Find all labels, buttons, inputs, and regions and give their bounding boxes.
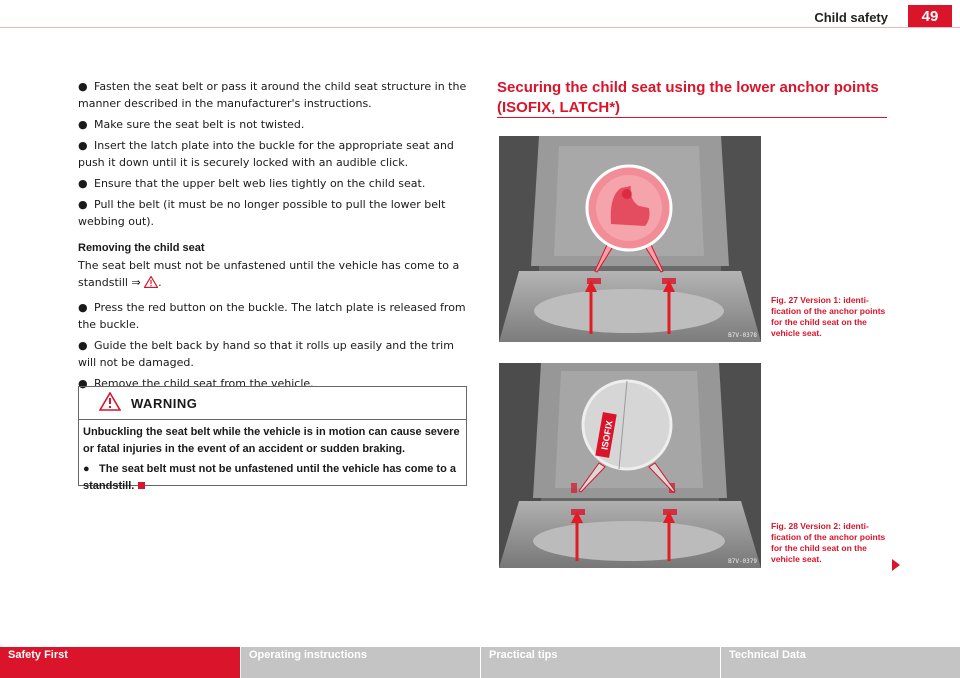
tab-technical-data[interactable]: Technical Data bbox=[720, 647, 960, 678]
page-number: 49 bbox=[908, 5, 952, 27]
subheading-removing-child-seat: Removing the child seat bbox=[78, 242, 205, 254]
figure-28-image bbox=[499, 363, 761, 568]
figure-28-caption: Fig. 28 Version 2: identi- fication of the anchor points for the child seat on the vehicle seat. bbox=[771, 521, 886, 564]
header-divider bbox=[0, 27, 960, 28]
list-item: ● Make sure the seat belt is not twisted. bbox=[78, 118, 305, 131]
seat-illustration bbox=[499, 363, 761, 568]
list-item: ● Remove the child seat from the vehicle. bbox=[78, 377, 314, 390]
list-item: ● Press the red button on the buckle. The latch plate is released from the buckle. bbox=[78, 301, 466, 331]
tab-safety-first[interactable]: Safety First bbox=[0, 647, 240, 678]
end-of-section-marker bbox=[138, 482, 145, 489]
section-title: Securing the child seat using the lower anchor points (ISOFIX, LATCH*) bbox=[497, 79, 879, 116]
warning-body bbox=[79, 420, 466, 495]
tab-operating-instructions[interactable]: Operating instructions bbox=[240, 647, 480, 678]
paragraph: The seat belt must not be unfastened until the vehicle has come to a standstill ⇒ . bbox=[78, 257, 470, 293]
section-divider bbox=[497, 117, 887, 118]
continue-arrow-icon[interactable] bbox=[892, 559, 900, 571]
list-item: ● Pull the belt (it must be no longer possible to pull the lower belt webbing out). bbox=[78, 198, 446, 228]
figure-code: B7V-0378 bbox=[728, 332, 757, 339]
list-item: ● Insert the latch plate into the buckle for the appropriate seat and push it down until it is securely locked with an audible click. bbox=[78, 139, 454, 169]
isofix-label: ISOFIX bbox=[599, 419, 615, 451]
left-column bbox=[78, 78, 470, 396]
page-header-title: Child safety bbox=[814, 10, 888, 25]
figure-27-image bbox=[499, 136, 761, 342]
footer-nav bbox=[0, 647, 960, 678]
warning-header bbox=[79, 387, 466, 420]
list-item: ● Fasten the seat belt or pass it around the child seat structure in the manner described in the manufacturer's instructions. bbox=[78, 80, 467, 110]
list-item: ● Guide the belt back by hand so that it rolls up easily and the trim will not be damaged. bbox=[78, 339, 454, 369]
warning-box bbox=[78, 386, 467, 492]
seat-illustration bbox=[499, 136, 761, 342]
cross-reference-arrow[interactable]: ⇒ bbox=[131, 276, 141, 289]
tab-practical-tips[interactable]: Practical tips bbox=[480, 647, 720, 678]
warning-title: WARNING bbox=[131, 395, 198, 411]
warning-text: Unbuckling the seat belt while the vehicle is in motion can cause severe or fatal injuries in the event of an accident or sudden braking. bbox=[83, 426, 460, 455]
list-item: ● Ensure that the upper belt web lies tightly on the child seat. bbox=[78, 177, 426, 190]
warning-triangle-icon bbox=[99, 392, 121, 415]
figure-27-caption: Fig. 27 Version 1: identi- fication of the anchor points for the child seat on the vehicle seat. bbox=[771, 295, 886, 338]
figure-code: B7V-0379 bbox=[728, 558, 757, 565]
warning-bullet: ● The seat belt must not be unfastened until the vehicle has come to a standstill. bbox=[83, 463, 456, 492]
warning-triangle-icon bbox=[144, 276, 158, 293]
